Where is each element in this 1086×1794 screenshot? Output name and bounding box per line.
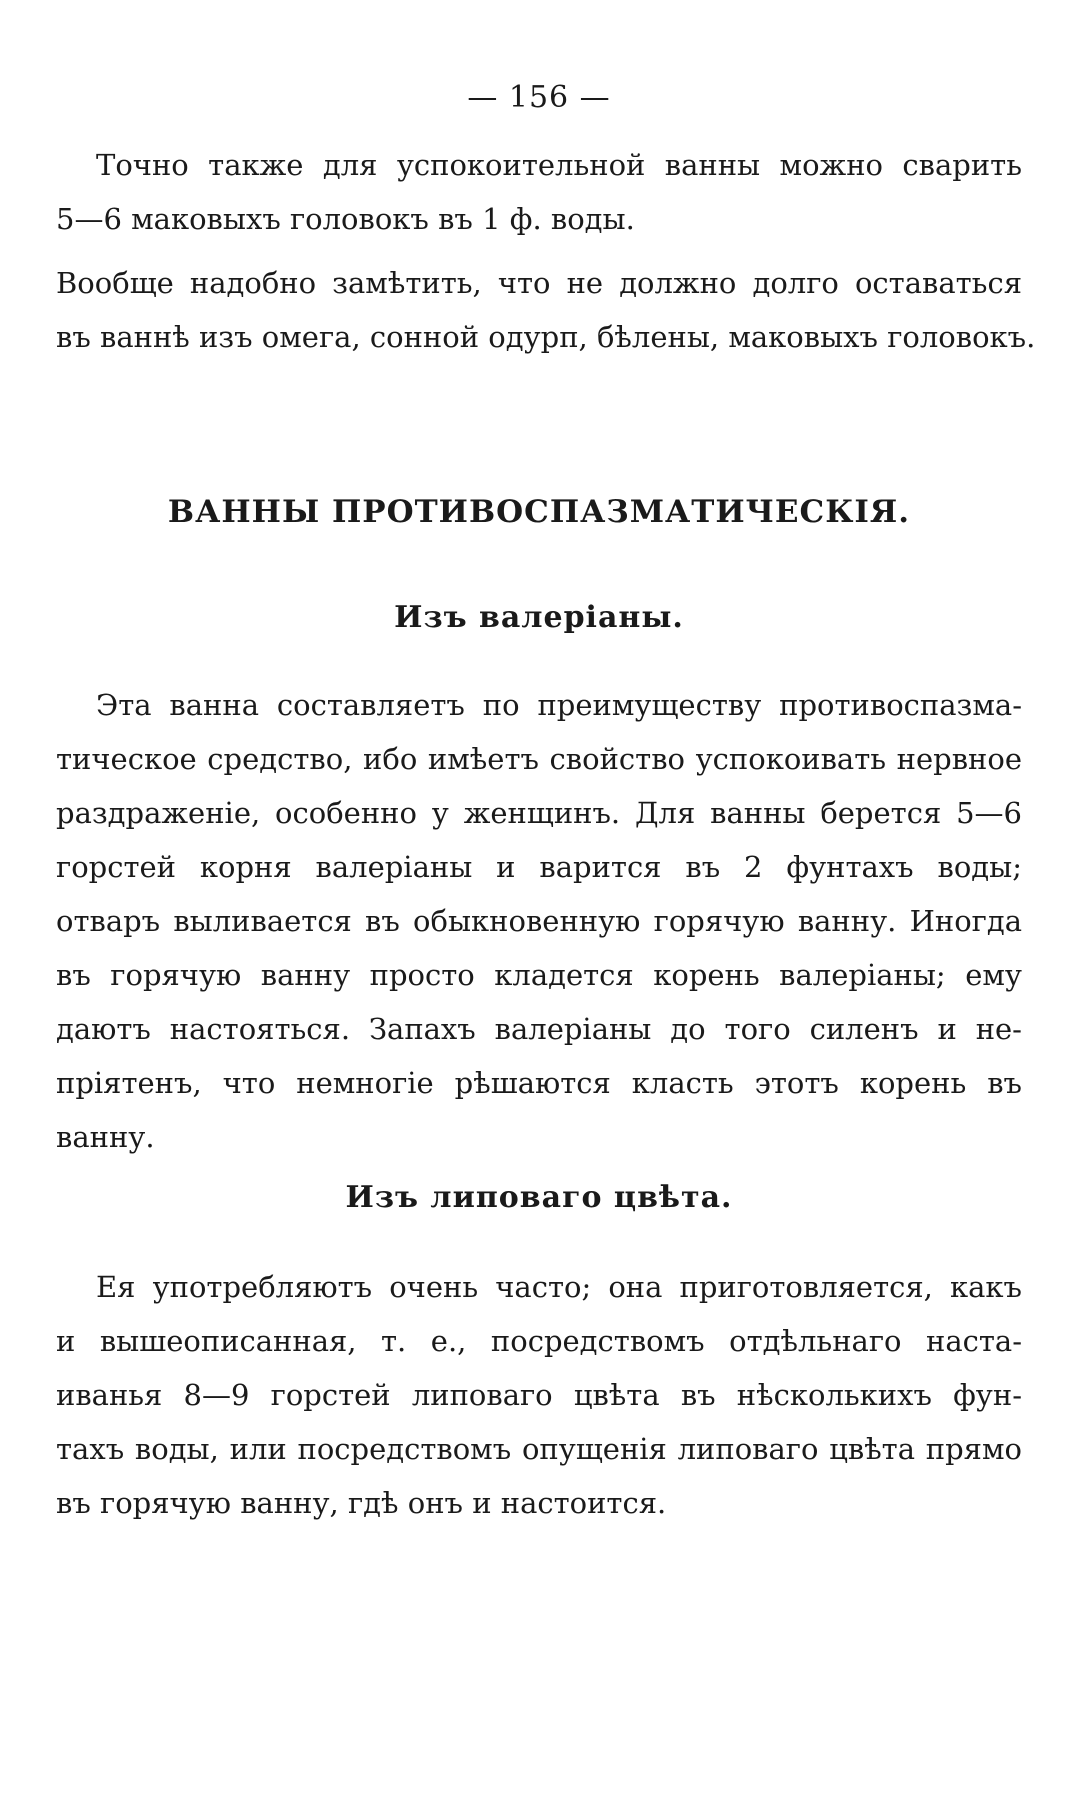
text-line: въ горячую ванну, гдѣ онъ и настоится. — [56, 1486, 667, 1520]
text-line: въ ваннѣ изъ омега, сонной одурп, бѣлены, маковыхъ головокъ. — [56, 320, 1036, 354]
text-line: горстей корня валеріаны и варится въ 2 фунтахъ воды; — [56, 850, 1022, 884]
subsection-title-linden: Изъ липоваго цвѣта. — [345, 1180, 733, 1215]
text-line: тахъ воды, или посредствомъ опущенія липоваго цвѣта прямо — [56, 1432, 1022, 1466]
text-line: иванья 8—9 горстей липоваго цвѣта въ нѣсколькихъ фун- — [56, 1378, 1022, 1412]
paragraph-valerian — [56, 678, 1022, 1164]
text-line: Ея употребляютъ очень часто; она приготовляется, какъ — [96, 1270, 1022, 1304]
text-line: даютъ настояться. Запахъ валеріаны до того силенъ и не- — [56, 1012, 1022, 1046]
text-line: раздраженіе, особенно у женщинъ. Для ванны берется 5—6 — [56, 796, 1022, 830]
text-line: ванну. — [56, 1120, 155, 1154]
subsection-title-valerian: Изъ валеріаны. — [394, 600, 684, 635]
text-line: тическое средство, ибо имѣетъ свойство успокоивать нервное — [56, 742, 1022, 776]
text-line: отваръ выливается въ обыкновенную горячую ванну. Иногда — [56, 904, 1022, 938]
section-heading: ВАННЫ ПРОТИВОСПАЗМАТИЧЕСКІЯ. — [167, 494, 911, 530]
paragraph-general-note — [56, 256, 1036, 364]
page-number: — 156 — — [467, 80, 611, 115]
text-line: Эта ванна составляетъ по преимуществу противоспазма- — [96, 688, 1022, 722]
text-line: Вообще надобно замѣтить, что не должно долго оставаться — [56, 266, 1022, 300]
book-page — [56, 0, 1036, 1794]
text-line: и вышеописанная, т. е., посредствомъ отдѣльнаго наста- — [56, 1324, 1022, 1358]
paragraph-calming-bath — [56, 138, 1022, 246]
text-line: Точно также для успокоительной ванны можно сварить — [96, 148, 1022, 182]
text-line: пріятенъ, что немногіе рѣшаются класть этотъ корень въ — [56, 1066, 1022, 1100]
text-line: 5—6 маковыхъ головокъ въ 1 ф. воды. — [56, 202, 635, 236]
text-line: въ горячую ванну просто кладется корень валеріаны; ему — [56, 958, 1022, 992]
paragraph-linden — [56, 1260, 1022, 1530]
